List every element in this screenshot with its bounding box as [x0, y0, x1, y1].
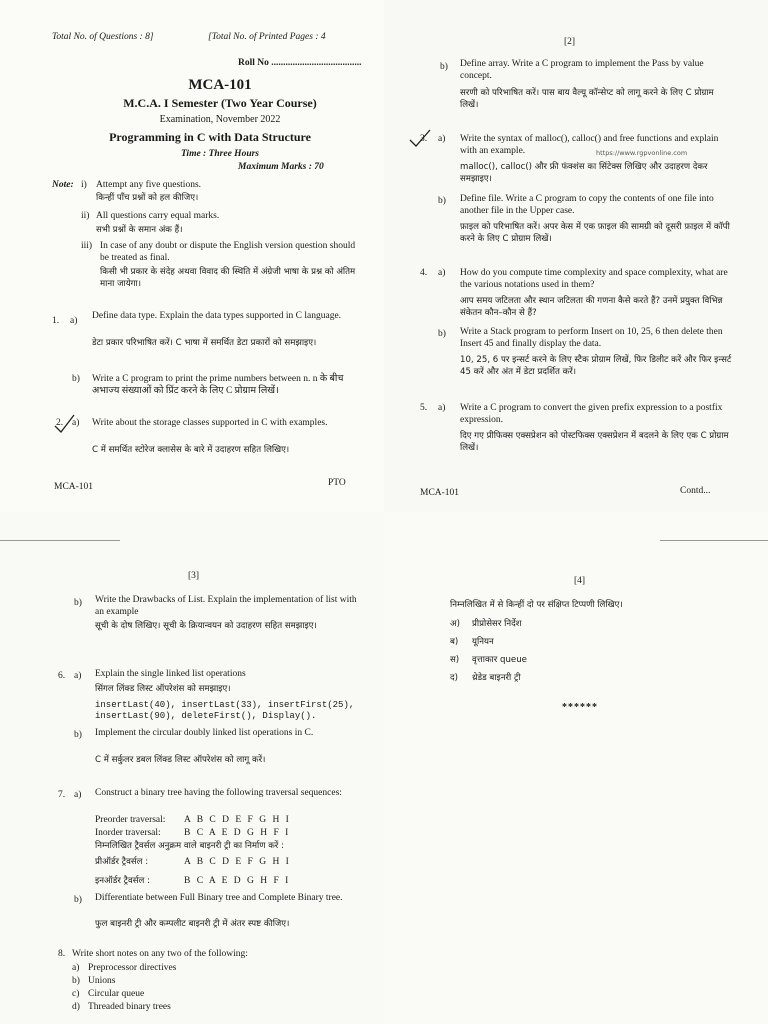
end-marker: ****** — [562, 702, 598, 713]
inorder-sequence: B C A E D G H F I — [184, 828, 291, 838]
q8-hindi: निम्नलिखित में से किन्हीं दो पर संक्षिप्त टिप्पणी लिखिए। — [450, 600, 623, 610]
q2b-label: b) — [440, 62, 448, 72]
page-1 — [0, 0, 384, 512]
q6a-english: Explain the single linked list operations — [95, 669, 246, 679]
q7b-label: b) — [74, 895, 82, 905]
q8-hi-item-a-label: अ) — [450, 619, 460, 629]
q6b-hindi: C में सर्कुलर डबल लिंक्ड लिस्ट ऑपरेशंस को लागू करें। — [95, 755, 266, 765]
note-3-en: In case of any doubt or dispute the English version question should be treated as final. — [100, 241, 356, 263]
preorder-sequence-repeat: A B C D E F G H I — [184, 857, 291, 867]
q2a-english: Write about the storage classes supported in C with examples. — [92, 418, 328, 428]
q8-item-d: Threaded binary trees — [88, 1002, 171, 1012]
q8-english: Write short notes on any two of the following: — [72, 949, 248, 959]
q4b-label: b) — [438, 329, 446, 339]
footer-contd: Contd... — [680, 486, 711, 496]
q4a-label: a) — [438, 268, 446, 278]
scan-separator-line — [0, 540, 120, 541]
q7a-english: Construct a binary tree having the following traversal sequences: — [95, 788, 342, 798]
q1-number: 1. — [52, 316, 60, 326]
note-label: Note: — [52, 180, 74, 190]
q6a-hindi: सिंगल लिंक्ड लिस्ट ऑपरेशंस को समझाइए। — [95, 684, 231, 694]
preorder-sequence: A B C D E F G H I — [184, 815, 291, 825]
q7b-hindi: फुल बाइनरी ट्री और कम्पलीट बाइनरी ट्री में अंतर स्पष्ट कीजिए। — [95, 919, 290, 929]
q3a-english: Write the syntax of malloc(), calloc() and free functions and explain with an example. — [460, 134, 719, 156]
q6a-ops-line-2: insertLast(90), deleteFirst(), Display(). — [95, 711, 317, 721]
page-number: [4] — [574, 576, 586, 586]
q6b-english: Implement the circular doubly linked list operations in C. — [95, 728, 314, 738]
page-3 — [0, 512, 384, 1024]
tick-mark-icon — [52, 412, 86, 436]
q4b-hindi: 10, 25, 6 पर इन्सर्ट करने के लिए स्टैक प्रोग्राम लिखें, फिर डिलीट करें और फिर इन्सर्ट 45 करें और अंत में डेटा प्रदर्शित करें। — [460, 355, 732, 377]
note-1-num: i) — [81, 180, 87, 190]
total-questions: Total No. of Questions : 8] — [52, 32, 154, 42]
q2a-label: a) — [72, 418, 80, 428]
q6b-label: b) — [74, 730, 82, 740]
exam-title: Examination, November 2022 — [159, 114, 281, 125]
subject-title: Programming in C with Data Structure — [109, 130, 311, 144]
q5b-hindi: सूची के दोष लिखिए। सूची के क्रियान्वयन को उदाहरण सहित समझाइए। — [95, 621, 317, 631]
q4-number: 4. — [420, 268, 428, 278]
q1b-english: Write a C program to print the prime numbers between n. n के बीच अभाज्य संख्याओं को प्रिंट करने के लिए C प्रोग्राम लिखें। — [92, 374, 344, 396]
footer-pto: PTO — [328, 478, 346, 488]
roll-no: Roll No ...................................... — [238, 58, 362, 68]
q8-number: 8. — [58, 949, 66, 959]
q4a-hindi: आप समय जटिलता और स्थान जटिलता की गणना कैसे करते हैं? उनमें प्रयुक्त विभिन्न संकेतन कौन–कौन से हैं? — [460, 296, 723, 318]
preorder-label: Preorder traversal: — [95, 815, 166, 825]
q6a-ops-line-1: insertLast(40), insertLast(33), insertFirst(25), — [95, 700, 355, 710]
inorder-label: Inorder traversal: — [95, 828, 161, 838]
q5b-label: b) — [74, 598, 82, 608]
q1a-english: Define data type. Explain the data types supported in C language. — [92, 311, 342, 321]
q3b-hindi: फ़ाइल को परिभाषित करें। अपर केस में एक फ़ाइल की सामग्री को दूसरी फ़ाइल में कॉपी करने के लिए C प्रोग्राम लिखें। — [460, 222, 730, 244]
q1a-label: a) — [70, 316, 78, 326]
q5a-hindi: दिए गए प्रीफिक्स एक्सप्रेशन को पोस्टफिक्स एक्सप्रेशन में बदलने के लिए एक C प्रोग्राम लिखें। — [460, 431, 729, 453]
q8-hi-item-d: थ्रेडेड बाइनरी ट्री — [472, 673, 521, 683]
q3-number: 3. — [420, 134, 428, 144]
q6-number: 6. — [58, 671, 66, 681]
note-1-en: Attempt any five questions. — [96, 180, 202, 190]
q8-hi-item-d-label: द) — [450, 673, 458, 683]
q4a-english: How do you compute time complexity and space complexity, what are the various notations used in them? — [460, 268, 728, 290]
note-3-hi: किसी भी प्रकार के संदेह अथवा विवाद की स्थिति में अंग्रेजी भाषा के प्रश्न को अंतिम माना जायेगा। — [100, 267, 356, 289]
scan-separator-line — [660, 540, 768, 541]
course-title: M.C.A. I Semester (Two Year Course) — [123, 96, 317, 110]
max-marks: Maximum Marks : 70 — [238, 162, 324, 172]
q7a-hindi: निम्नलिखित ट्रैवर्सल अनुक्रम वाले बाइनरी ट्री का निर्माण करें : — [95, 841, 284, 851]
q8-hi-item-c-label: स) — [450, 655, 460, 665]
q8-item-b-label: b) — [72, 976, 80, 986]
inorder-label-hindi: इनऑर्डर ट्रैवर्सल : — [95, 876, 150, 886]
page-4 — [384, 512, 768, 1024]
q6a-label: a) — [74, 671, 82, 681]
q8-hi-item-c: वृत्ताकार queue — [472, 655, 527, 665]
q8-item-a: Preprocessor directives — [88, 963, 177, 973]
note-2-en: All questions carry equal marks. — [96, 211, 220, 221]
page-number: [3] — [188, 571, 200, 581]
note-2-hi: सभी प्रश्नों के समान अंक हैं। — [96, 225, 183, 235]
q2b-hindi: सरणी को परिभाषित करें। पास बाय वैल्यू कॉन्सेप्ट को लागू करने के लिए C प्रोग्राम लिखें। — [460, 88, 714, 110]
q7b-english: Differentiate between Full Binary tree and Complete Binary tree. — [95, 893, 343, 903]
q2-number: 2. — [56, 418, 64, 428]
footer-code: MCA-101 — [420, 488, 460, 498]
q8-hi-item-a: प्रीप्रोसेसर निर्देश — [472, 619, 522, 629]
q5a-label: a) — [438, 403, 446, 413]
q3b-english: Define file. Write a C program to copy the contents of one file into another file in the Upper case. — [460, 194, 714, 216]
page-2 — [384, 0, 768, 512]
q8-item-c-label: c) — [72, 989, 80, 999]
q5-number: 5. — [420, 403, 428, 413]
preorder-label-hindi: प्रीऑर्डर ट्रैवर्सल : — [95, 857, 149, 867]
total-pages: [Total No. of Printed Pages : 4 — [208, 32, 326, 42]
q7a-label: a) — [74, 790, 82, 800]
q4b-english: Write a Stack program to perform Insert on 10, 25, 6 then delete then Insert 45 and finally display the data. — [460, 327, 723, 349]
q2b-english: Define array. Write a C program to implement the Pass by value concept. — [460, 59, 704, 81]
q3b-label: b) — [438, 196, 446, 206]
page-number: [2] — [564, 37, 576, 47]
q8-item-d-label: d) — [72, 1002, 80, 1012]
note-2-num: ii) — [81, 211, 90, 221]
q3a-label: a) — [438, 134, 446, 144]
source-url: https://www.rgpvonline.com — [596, 149, 688, 157]
q5a-english: Write a C program to convert the given prefix expression to a postfix expression. — [460, 403, 723, 425]
q2a-hindi: C में समर्थित स्टोरेज क्लासेस के बारे में उदाहरण सहित लिखिए। — [92, 445, 290, 455]
inorder-sequence-repeat: B C A E D G H F I — [184, 876, 291, 886]
q8-hi-item-b-label: ब) — [450, 637, 459, 647]
q3a-hindi: malloc(), calloc() और फ्री फंक्शंस का सिंटेक्स लिखिए और उदाहरण देकर समझाइए। — [460, 162, 708, 184]
q1b-label: b) — [72, 374, 80, 384]
q8-item-a-label: a) — [72, 963, 80, 973]
q7-number: 7. — [58, 790, 66, 800]
q5b-english: Write the Drawbacks of List. Explain the implementation of list with an example — [95, 595, 357, 617]
note-1-hi: किन्हीं पाँच प्रश्नों को हल कीजिए। — [96, 193, 199, 203]
time-allowed: Time : Three Hours — [180, 149, 260, 159]
q8-hi-item-b: यूनियन — [472, 637, 494, 647]
q8-item-c: Circular queue — [88, 989, 145, 999]
q8-item-b: Unions — [88, 976, 116, 986]
footer-code: MCA-101 — [54, 482, 94, 492]
paper-code: MCA-101 — [188, 77, 252, 93]
q1a-hindi: डेटा प्रकार परिभाषित करें। C भाषा में समर्थित डेटा प्रकारों को समझाइए। — [92, 338, 317, 348]
note-3-num: iii) — [81, 241, 93, 251]
